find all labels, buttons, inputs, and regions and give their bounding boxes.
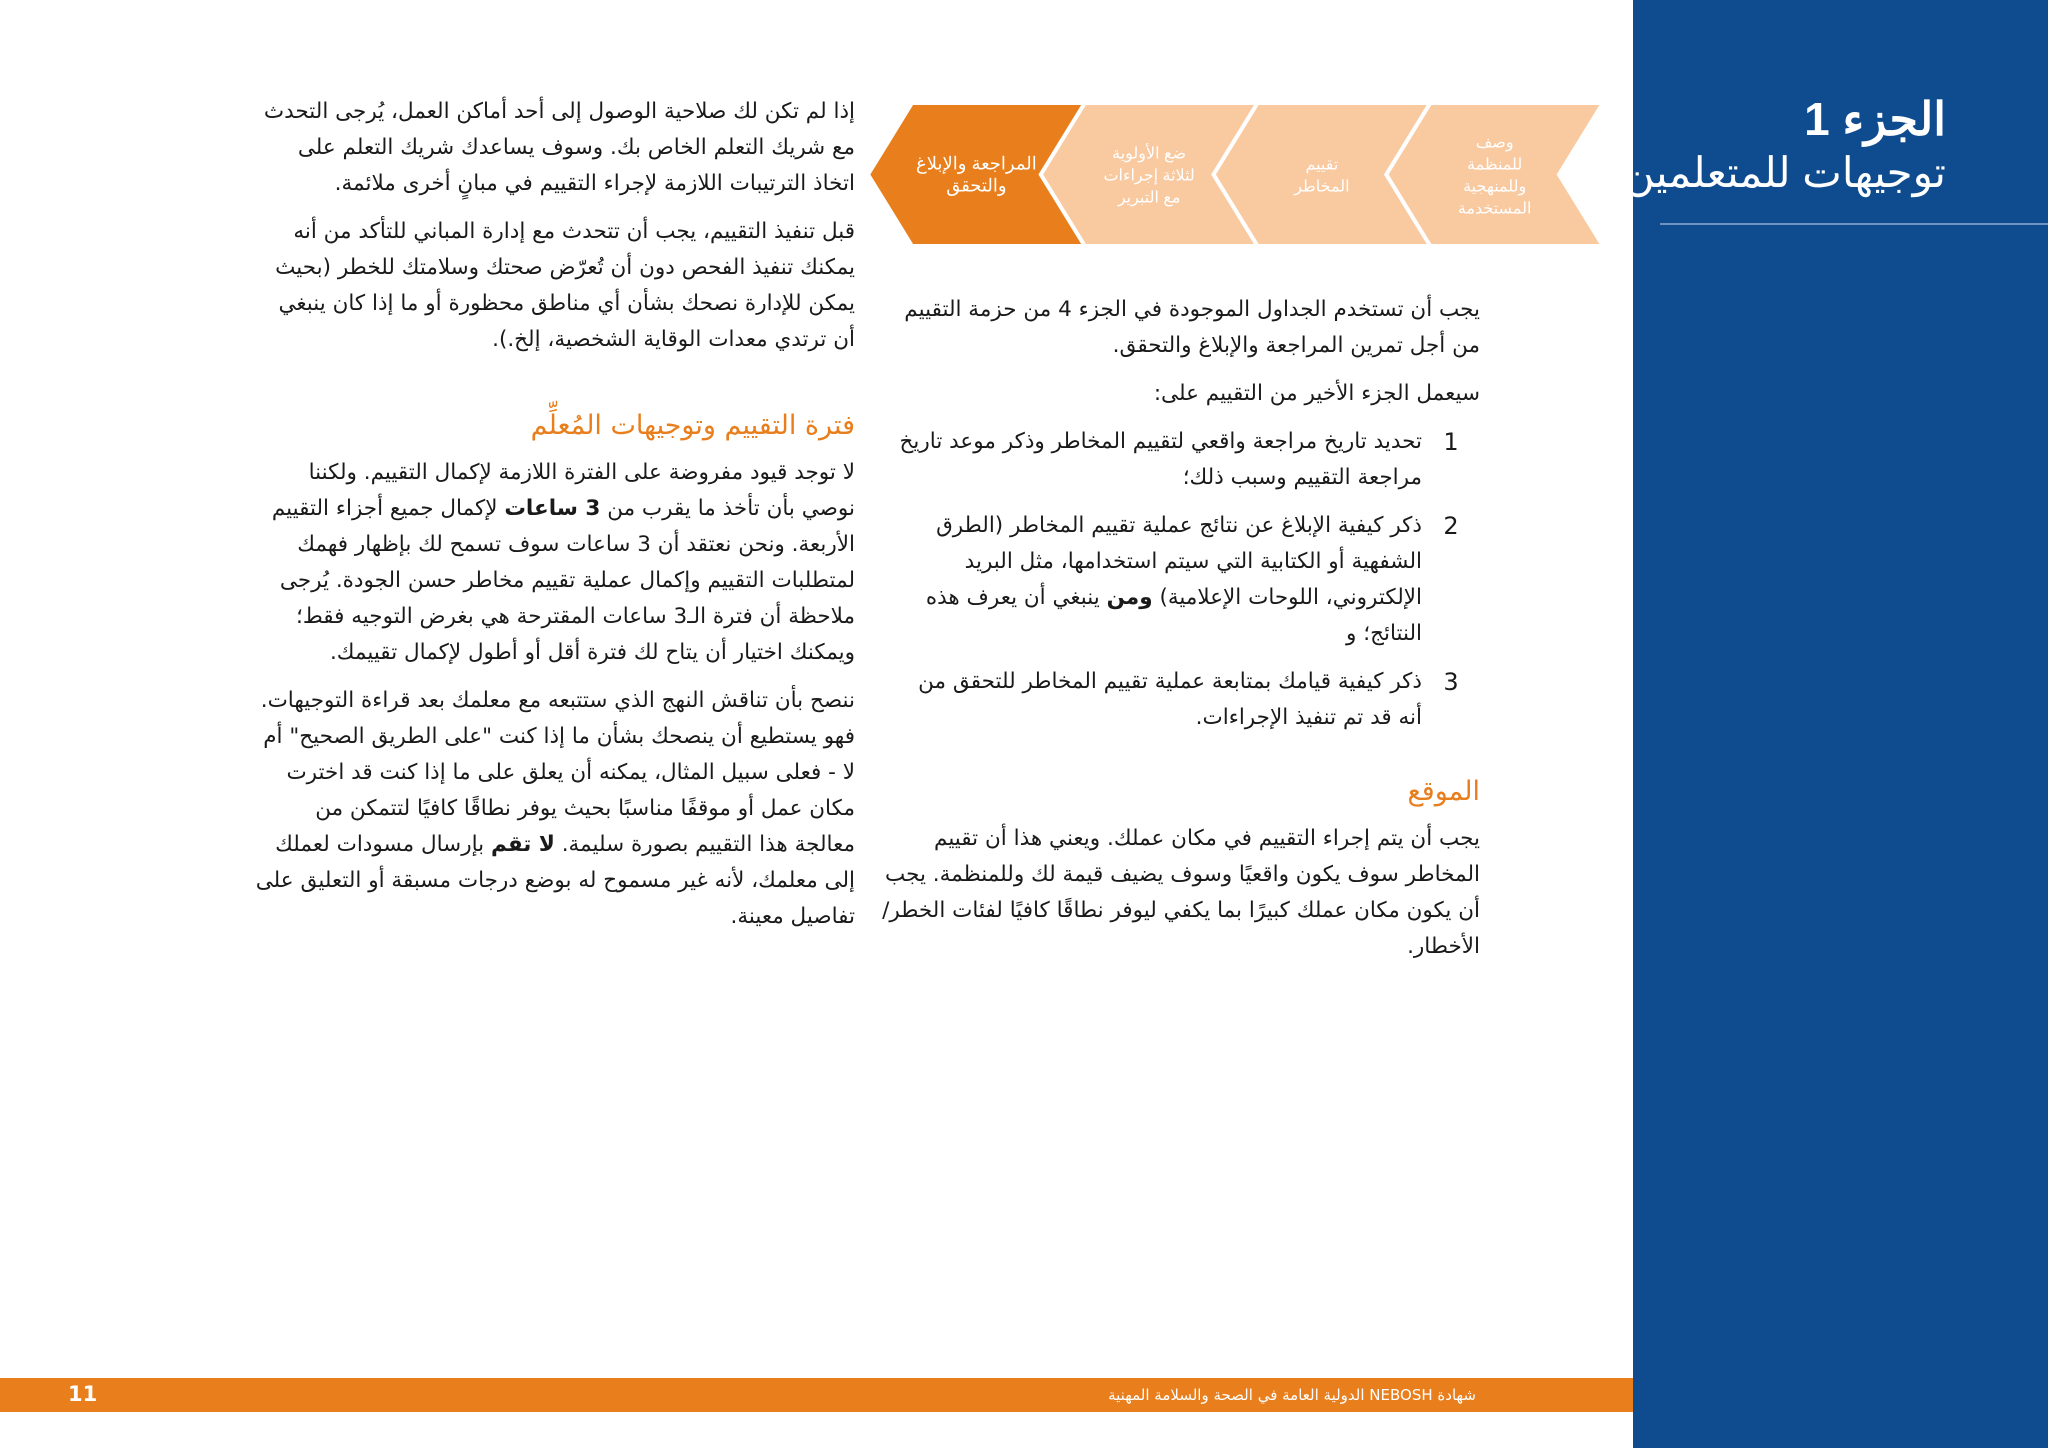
process-step-label: وللمنهجية [1463, 178, 1527, 196]
right-column [880, 292, 1480, 965]
location-paragraph: يجب أن يتم إجراء التقييم في مكان عملك. ويعني هذا أن تقييم المخاطر سوف يكون واقعيًا وسوف يضيف قيمة لك وللمنظمة. يجب أن يكون مكان عملك كبيرًا بما يكفي ليوفر نطاقًا كافيًا لفئات الخطر/الأخطار. [882, 826, 1480, 959]
steps-list [880, 424, 1480, 736]
access-paragraph: إذا لم تكن لك صلاحية الوصول إلى أحد أماكن العمل، يُرجى التحدث مع شريك التعلم الخاص بك. وسوف يساعدك شريك التعلم على اتخاذ الترتيبات اللازمة لإجراء التقييم في مبانٍ أخرى ملائمة. [263, 99, 855, 196]
list-item [880, 664, 1480, 736]
left-column [255, 94, 855, 935]
process-step-label: المخاطر [1294, 178, 1350, 196]
part-title: توجيهات للمتعلمين [1623, 149, 1946, 196]
process-chevrons [868, 103, 1603, 246]
safety-paragraph: قبل تنفيذ التقييم، يجب أن تتحدث مع إدارة المباني للتأكد من أنه يمكنك تنفيذ الفحص دون أن تُعرّض صحتك وسلامتك للخطر (بحيث يمكن للإدارة نصحك بشأن أي مناطق محظورة أو ما إذا كان ينبغي أن ترتدي معدات الوقاية الشخصية، إلخ.). [275, 219, 855, 352]
process-step-label: ضع الأولوية [1112, 145, 1187, 163]
list-item [880, 424, 1480, 496]
process-step-label: تقييم [1305, 156, 1339, 174]
list-text: ذكر كيفية الإبلاغ عن نتائج عملية تقييم المخاطر (الطرق الشفهية أو الكتابية التي سيتم استخدامها، مثل البريد الإلكتروني، اللوحات الإعلامية) ومن ينبغي أن يعرف هذه النتائج؛ و [925, 513, 1422, 646]
list-number: 2 [1443, 512, 1459, 540]
list-item [880, 508, 1480, 652]
footer-text: شهادة NEBOSH الدولية العامة في الصحة والسلامة المهنية [1108, 1386, 1476, 1404]
process-step-label: وصف [1475, 134, 1514, 152]
assessment-period-heading: فترة التقييم وتوجيهات المُعلِّم [530, 410, 855, 441]
tutor-guidance-paragraph: ننصح بأن تناقش النهج الذي ستتبعه مع معلمك بعد قراءة التوجيهات. فهو يستطيع أن ينصحك بشأن ما إذا كنت "على الطريق الصحيح" أم لا - فعلى سبيل المثال، يمكنه أن يعلق على ما إذا كنت قد اخترت مكان عمل أو موقفًا مناسبًا بحيث يوفر نطاقًا كافيًا لتتمكن من معالجة هذا التقييم بصورة سليمة. لا تقم بإرسال مسودات لعملك إلى معلمك، لأنه غير مسموح له بوضع درجات مسبقة أو التعليق على تفاصيل معينة. [255, 688, 855, 929]
process-step-label: المستخدمة [1457, 200, 1532, 218]
sidebar-divider [1660, 223, 2048, 225]
footer-bar [0, 1378, 1633, 1412]
list-number: 3 [1443, 668, 1459, 696]
bold-who: ومن [1106, 585, 1153, 610]
process-step-label: للمنظمة [1467, 156, 1523, 174]
sidebar [1623, 0, 2048, 1448]
lead-in-paragraph: سيعمل الجزء الأخير من التقييم على: [1153, 381, 1480, 406]
bold-do-not: لا تقم [490, 832, 555, 857]
process-step-label: والتحقق [946, 175, 1007, 196]
process-step-label: مع التبرير [1117, 189, 1181, 207]
page-number: 11 [68, 1382, 98, 1406]
list-text: تحديد تاريخ مراجعة واقعي لتقييم المخاطر وذكر موعد تاريخ مراجعة التقييم وسبب ذلك؛ [899, 429, 1422, 490]
intro-paragraph: يجب أن تستخدم الجداول الموجودة في الجزء 4 من حزمة التقييم من أجل تمرين المراجعة والإبلاغ والتحقق. [904, 297, 1480, 358]
part-number: الجزء 1 [1804, 93, 1946, 145]
duration-paragraph: لا توجد قيود مفروضة على الفترة اللازمة لإكمال التقييم. ولكننا نوصي بأن تأخذ ما يقرب من 3 ساعات لإكمال جميع أجزاء التقييم الأربعة. ونحن نعتقد أن 3 ساعات سوف تسمح لك بإظهار فهمك لمتطلبات التقييم وإكمال عملية تقييم مخاطر حسن الجودة. يُرجى ملاحظة أن فترة الـ3 ساعات المقترحة هي بغرض التوجيه فقط؛ ويمكنك اختيار أن يتاح لك فترة أقل أو أطول لإكمال تقييمك. [271, 460, 855, 665]
list-number: 1 [1443, 428, 1459, 456]
process-step-label: المراجعة والإبلاغ [916, 153, 1037, 174]
bold-hours: 3 ساعات [504, 496, 601, 521]
process-step-label: لثلاثة إجراءات [1103, 167, 1195, 185]
list-text: ذكر كيفية قيامك بمتابعة عملية تقييم المخاطر للتحقق من أنه قد تم تنفيذ الإجراءات. [918, 669, 1422, 730]
location-heading: الموقع [1407, 776, 1480, 807]
